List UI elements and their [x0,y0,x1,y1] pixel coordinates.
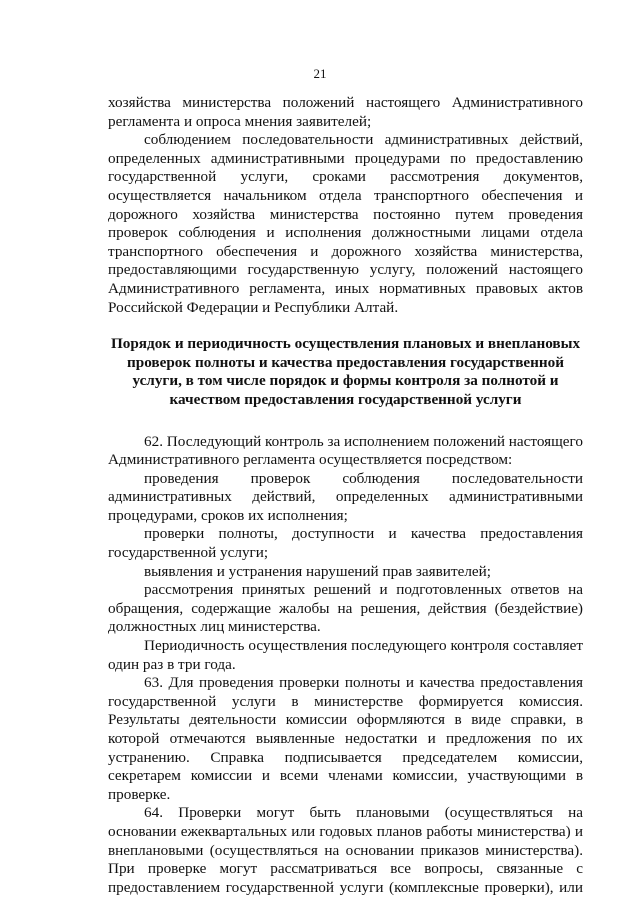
paragraph-62: 62. Последующий контроль за исполнением положений настоящего Административного регламента осуществляется посредством: [108,432,583,469]
paragraph-continuation: хозяйства министерства положений настоящего Административного регламента и опроса мнения заявителей; [108,94,583,130]
section-heading [108,335,583,409]
paragraph-62-violations: выявления и устранения нарушений прав заявителей; [144,562,491,580]
paragraph-observance: соблюдением последовательности административных действий, определенных административными процедурами по предоставлению государственной услуги, сроками рассмотрения документов, осуществляется начальником отдела транспортного обеспечения и дорожного хозяйства министерства постоянно путем проведения проверок соблюдения и исполнения должностными лицами отдела транспортного обеспечения и дорожного хозяйства министерства, предоставляющими государственную услугу, положений настоящего Административного регламента, иных нормативных правовых актов Российской Федерации и Республики Алтай. [108,131,583,316]
section-heading-line: проверок полноты и качества предоставления государственной [127,353,564,371]
document-body [108,94,583,897]
paragraph-64: 64. Проверки могут быть плановыми (осуществляться на основании ежеквартальных или годовых планов работы министерства) и внеплановыми (осуществляться на основании приказов министерства). При проверке могут рассматриваться все вопросы, связанные с предоставлением государственной услуги (комплексные проверки), или [108,804,583,896]
section-heading-line: услуги, в том числе порядок и формы контроля за полнотой и [132,372,559,390]
paragraph-63: 63. Для проведения проверки полноты и качества предоставления государственной услуги в министерстве формируется комиссия. Результаты деятельности комиссии оформляются в виде справки, в которой отмечаются выявленные недостатки и предложения по их устранению. Справка подписывается председателем комиссии, секретарем комиссии и всеми членами комиссии, участвующими в проверке. [108,674,583,803]
paragraph-62-checks: проверки полноты, доступности и качества предоставления государственной услуги; [108,525,583,562]
paragraph-62-periodicity: Периодичность осуществления последующего контроля составляет один раз в три года. [108,637,583,673]
paragraph-62-review: рассмотрения принятых решений и подготовленных ответов на обращения, содержащие жалобы на решения, действия (бездействие) должностных лиц министерства. [108,581,583,636]
paragraph-62-conducting: проведения проверок соблюдения последовательности административных действий, определенных административными процедурами, сроков их исполнения; [108,469,583,524]
section-heading-line: качеством предоставления государственной услуги [169,390,522,408]
page-number: 21 [313,66,327,81]
section-heading-line: Порядок и периодичность осуществления плановых и внеплановых [110,335,581,353]
